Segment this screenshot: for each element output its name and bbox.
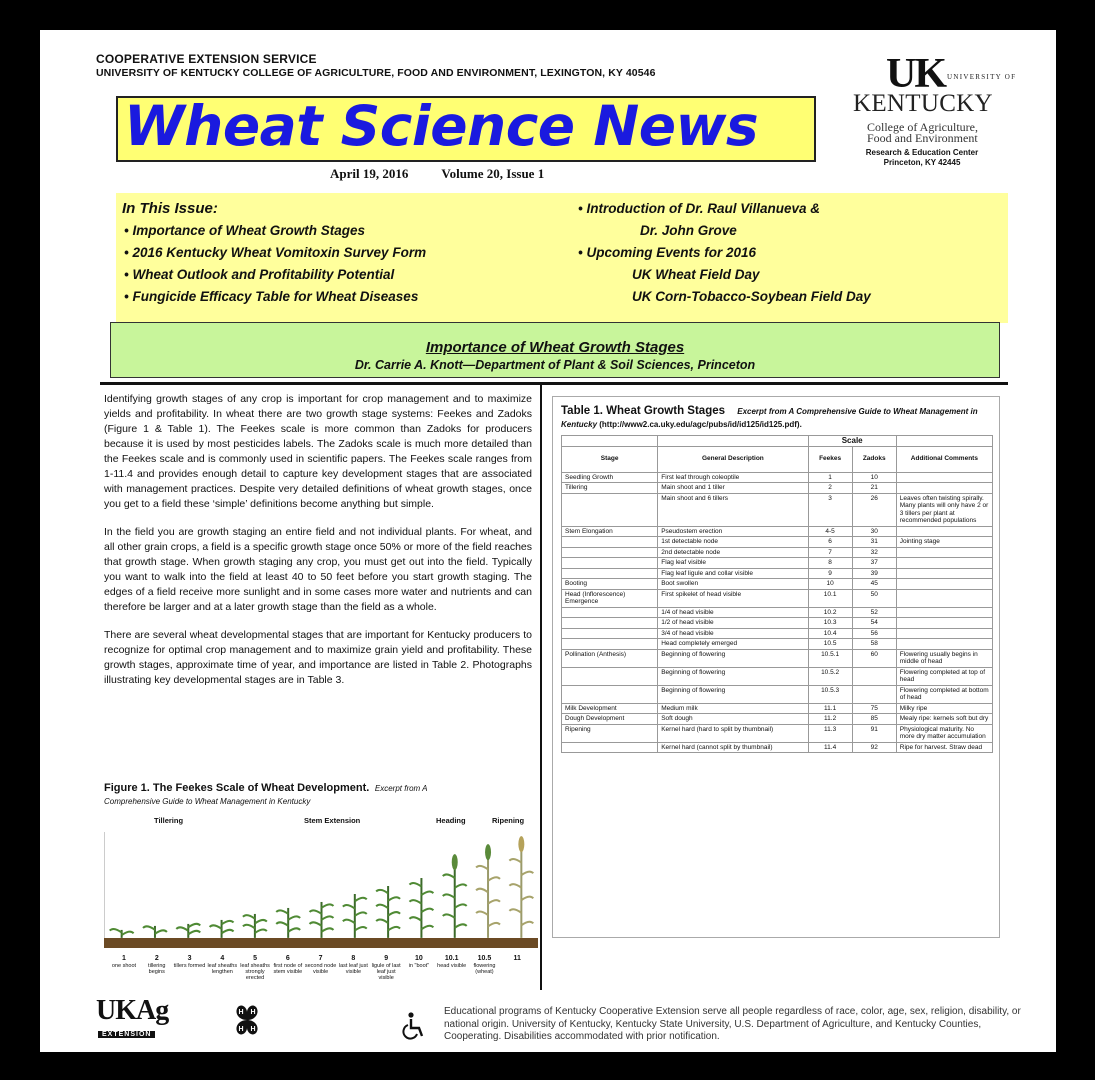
- issue-subitem[interactable]: UK Corn-Tobacco-Soybean Field Day: [632, 289, 871, 304]
- table-cell: 60: [852, 649, 896, 667]
- ukag-logo: UKAg: [96, 995, 169, 1026]
- table-cell: 10.4: [808, 628, 852, 639]
- table-cell: [896, 618, 992, 629]
- col-header: Additional Comments: [896, 446, 992, 472]
- issue-subitem[interactable]: UK Wheat Field Day: [632, 267, 760, 282]
- table-cell: 10.5: [808, 639, 852, 650]
- table-cell: [562, 667, 658, 685]
- table-cell: [896, 607, 992, 618]
- table-cell: [562, 568, 658, 579]
- issue-item[interactable]: • Introduction of Dr. Raul Villanueva &: [578, 201, 821, 216]
- table-cell: 1: [808, 472, 852, 483]
- uk-logo: UK: [886, 51, 945, 97]
- table-row: [562, 628, 993, 639]
- feekes-stage-label: 10.5 flowering (wheat): [473, 955, 496, 975]
- masthead-title: Wheat Science News: [124, 94, 759, 158]
- wheat-plant: [376, 886, 400, 938]
- issue-volume: Volume 20, Issue 1: [441, 166, 545, 181]
- table-cell: Main shoot and 1 tiller: [658, 483, 808, 494]
- stage-group-label: Stem Extension: [304, 816, 361, 825]
- table-row: [562, 618, 993, 629]
- issue-item-cont[interactable]: Dr. John Grove: [640, 223, 737, 238]
- table-1: [552, 396, 1000, 938]
- table-cell: Flowering completed at bottom of head: [896, 685, 992, 703]
- table-cell: [896, 558, 992, 569]
- table-row: [562, 537, 993, 548]
- table-cell: [852, 685, 896, 703]
- in-this-issue-left: [124, 220, 426, 308]
- feekes-stage-label: 11: [513, 955, 521, 962]
- table-row: [562, 724, 993, 742]
- feekes-stage-label: 3 tillers formed: [173, 955, 206, 969]
- wheat-plant: [276, 908, 300, 938]
- table-row: [562, 607, 993, 618]
- wheat-plant: [443, 854, 467, 938]
- table-cell: 10.3: [808, 618, 852, 629]
- table-cell: Kernel hard (cannot split by thumbnail): [658, 742, 808, 753]
- masthead: [116, 96, 816, 162]
- footer-notice: Educational programs of Kentucky Cooperative Extension serve all people regardless of race, color, age, sex, religion, disability, or national origin. University of Kentucky, Kentucky State University, U.S. Department of Agriculture, and Kentucky Counties, Cooperating. Disabilities accommodated with prior notification.: [444, 1006, 1021, 1042]
- feekes-stage-label: 9 ligule of last leaf just visible: [371, 955, 401, 981]
- feekes-stage-label: 5 leaf sheaths strongly erected: [240, 955, 270, 981]
- stage-group-label: Heading: [436, 816, 466, 825]
- table-cell: Pollination (Anthesis): [562, 649, 658, 667]
- table-cell: [896, 547, 992, 558]
- wheat-plant: [143, 926, 167, 938]
- table-cell: [562, 547, 658, 558]
- table-row: [562, 589, 993, 607]
- table-cell: Milky ripe: [896, 703, 992, 714]
- table-row: [562, 579, 993, 590]
- feekes-stage-label: 6 first node of stem visible: [273, 955, 303, 975]
- table-cell: 10: [852, 472, 896, 483]
- table-row: [562, 649, 993, 667]
- feekes-stage-label: 4 leaf sheaths lengthen: [207, 955, 238, 975]
- article-header: [110, 322, 1000, 378]
- table-row: [562, 639, 993, 650]
- wheat-plant: [509, 836, 533, 938]
- feekes-stage-label: 1 one shoot: [111, 955, 137, 969]
- table-cell: Kernel hard (hard to split by thumbnail): [658, 724, 808, 742]
- table-row: [562, 667, 993, 685]
- table-cell: 4-5: [808, 526, 852, 537]
- table-cell: Head completely emerged: [658, 639, 808, 650]
- article-title: Importance of Wheat Growth Stages: [425, 339, 685, 356]
- table-cell: Head (Inflorescence) Emergence: [562, 589, 658, 607]
- table-cell: 11.3: [808, 724, 852, 742]
- paragraph: Identifying growth stages of any crop is important for crop management and to maximize yields and profitability. In wheat there are two growth stage systems: Feekes and Zadoks (Figure 1 & Table 1). The Feekes scale is more common than Zadoks for producers because it is used by most pesticides labels. The Zadoks scale is much more detailed than the Feekes scale and is commonly used in scientific papers. The Feekes scale ranges from 1-11.4 and provides enough detail to capture key development stages that are associated with management practices. Despite very detailed definitions of wheat growth stages, once you get to a field these ‘simple’ definitions become anything but simple.: [104, 393, 532, 510]
- table-cell: 75: [852, 703, 896, 714]
- table-cell: [896, 483, 992, 494]
- table-cell: [562, 537, 658, 548]
- table-row: [562, 568, 993, 579]
- issue-item[interactable]: • Fungicide Efficacy Table for Wheat Diseases: [124, 289, 419, 304]
- table-cell: 50: [852, 589, 896, 607]
- table-cell: First spikelet of head visible: [658, 589, 808, 607]
- table-cell: 3/4 of head visible: [658, 628, 808, 639]
- table-cell: Beginning of flowering: [658, 649, 808, 667]
- col-header: General Description: [658, 446, 808, 472]
- table-cell: Ripe for harvest. Straw dead: [896, 742, 992, 753]
- table-cell: Flag leaf ligule and collar visible: [658, 568, 808, 579]
- 4h-clover-icon: [224, 1000, 270, 1040]
- feekes-illustration: [104, 832, 538, 948]
- figure-caption: Figure 1. The Feekes Scale of Wheat Development. Excerpt from A Comprehensive Guide to Wheat Management in Kentucky: [104, 782, 428, 806]
- table-cell: [562, 742, 658, 753]
- table-cell: Physiological maturity. No more dry matter accumulation: [896, 724, 992, 742]
- table-cell: [562, 618, 658, 629]
- issue-info: [330, 166, 574, 182]
- table-row: [562, 742, 993, 753]
- feekes-stage-label: 10.1 head visible: [437, 955, 467, 969]
- soil-strip: [104, 938, 538, 948]
- feekes-stage-label: 2 tillering begins: [148, 955, 166, 975]
- table-cell: [896, 579, 992, 590]
- table-cell: Beginning of flowering: [658, 685, 808, 703]
- table-row: [562, 685, 993, 703]
- table-cell: Leaves often twisting spirally. Many plants will only have 2 or 3 tillers per plant at recommended populations: [896, 493, 992, 526]
- table-cell: Boot swollen: [658, 579, 808, 590]
- uk-logo-kentucky: KENTUCKY: [853, 90, 993, 117]
- table-cell: [896, 568, 992, 579]
- table-cell: Flag leaf visible: [658, 558, 808, 569]
- table-cell: 10.1: [808, 589, 852, 607]
- table-cell: 91: [852, 724, 896, 742]
- table-cell: 31: [852, 537, 896, 548]
- in-this-issue-right: [578, 198, 871, 308]
- wheat-plant: [210, 920, 234, 938]
- svg-text:H: H: [250, 1026, 256, 1033]
- table-cell: 21: [852, 483, 896, 494]
- table-cell: 7: [808, 547, 852, 558]
- newsletter-page: [40, 30, 1056, 1052]
- table-cell: [896, 526, 992, 537]
- paragraph: In the field you are growth staging an entire field and not individual plants. For wheat, and all other grain crops, a field is a specific growth stage once 50% or more of the field reaches that growth stage. When growth staging any crop, you must get out into the field. Typically you want to walk into the field at least 40 to 50 feet before you start growth staging. The edges of a field receive more sunlight and in some cases more water and nutrients and can therefore be larger and at a later growth stage than the field as a whole.: [104, 526, 532, 613]
- table-cell: 10.5.1: [808, 649, 852, 667]
- svg-text:H: H: [238, 1009, 244, 1016]
- table-cell: 52: [852, 607, 896, 618]
- table-cell: 85: [852, 714, 896, 725]
- feekes-stage-label: 7 second node visible: [304, 955, 337, 975]
- table-cell: Pseudostem erection: [658, 526, 808, 537]
- ukag-extension-label: EXTENSION: [98, 1031, 155, 1038]
- table-cell: [562, 685, 658, 703]
- wheat-plant: [409, 878, 433, 938]
- feekes-stage-label: 10 in "boot": [408, 955, 430, 969]
- horizontal-rule: [100, 382, 1008, 385]
- table-cell: 1st detectable node: [658, 537, 808, 548]
- svg-text:H: H: [250, 1009, 256, 1016]
- table-row: [562, 493, 993, 526]
- table-cell: 37: [852, 558, 896, 569]
- wheat-plant: [243, 914, 267, 938]
- feekes-stage-label: 8 last leaf just visible: [338, 955, 368, 975]
- wheat-plant: [343, 894, 367, 938]
- org-subtitle: UNIVERSITY OF KENTUCKY COLLEGE OF AGRICULTURE, FOOD AND ENVIRONMENT, LEXINGTON, KY 40546: [96, 67, 656, 79]
- table-cell: 1/2 of head visible: [658, 618, 808, 629]
- table-cell: 11.2: [808, 714, 852, 725]
- issue-item[interactable]: • Importance of Wheat Growth Stages: [124, 223, 366, 238]
- table-cell: 11.4: [808, 742, 852, 753]
- issue-item[interactable]: • 2016 Kentucky Wheat Vomitoxin Survey Form: [124, 245, 427, 260]
- table-cell: 8: [808, 558, 852, 569]
- table-cell: 30: [852, 526, 896, 537]
- table-cell: [562, 558, 658, 569]
- stage-group-label: Ripening: [492, 816, 525, 825]
- table-cell: First leaf through coleoptile: [658, 472, 808, 483]
- table-row: [562, 547, 993, 558]
- table-cell: Dough Development: [562, 714, 658, 725]
- table-cell: 54: [852, 618, 896, 629]
- table-cell: Flowering completed at top of head: [896, 667, 992, 685]
- table-row: [562, 526, 993, 537]
- table-cell: 92: [852, 742, 896, 753]
- col-header: Feekes: [808, 446, 852, 472]
- table-cell: 1/4 of head visible: [658, 607, 808, 618]
- table-cell: Mealy ripe: kernels soft but dry: [896, 714, 992, 725]
- table-row: [562, 558, 993, 569]
- wheat-plant: [110, 929, 134, 938]
- table-cell: 2nd detectable node: [658, 547, 808, 558]
- uk-logo-university: UNIVERSITY OF: [947, 73, 1017, 81]
- research-center: Research & Education Center Princeton, KY 42445: [865, 148, 979, 167]
- table-cell: 56: [852, 628, 896, 639]
- wheat-plant: [310, 902, 334, 938]
- org-title: COOPERATIVE EXTENSION SERVICE: [96, 52, 317, 66]
- stage-group-label: Tillering: [154, 816, 184, 825]
- table-cell: 26: [852, 493, 896, 526]
- table-cell: Milk Development: [562, 703, 658, 714]
- article-body: [104, 392, 532, 701]
- col-header: Zadoks: [852, 446, 896, 472]
- table-cell: Soft dough: [658, 714, 808, 725]
- issue-date: April 19, 2016: [330, 166, 409, 181]
- table-cell: [896, 628, 992, 639]
- table-cell: [562, 639, 658, 650]
- table-cell: 3: [808, 493, 852, 526]
- accessibility-icon: [402, 1012, 426, 1040]
- issue-item[interactable]: • Upcoming Events for 2016: [578, 245, 757, 260]
- table-cell: 9: [808, 568, 852, 579]
- table-cell: 39: [852, 568, 896, 579]
- table-cell: Seedling Growth: [562, 472, 658, 483]
- table-cell: [562, 607, 658, 618]
- article-author: Dr. Carrie A. Knott—Department of Plant & Soil Sciences, Princeton: [354, 358, 756, 372]
- table-cell: [852, 667, 896, 685]
- table-cell: 11.1: [808, 703, 852, 714]
- in-this-issue-box: [116, 193, 1008, 323]
- table-cell: Stem Elongation: [562, 526, 658, 537]
- table-cell: Ripening: [562, 724, 658, 742]
- uk-logo-college: College of Agriculture, Food and Environment: [867, 120, 978, 145]
- in-this-issue-heading: In This Issue:: [122, 200, 218, 217]
- table-cell: 10.5.2: [808, 667, 852, 685]
- table-cell: 10: [808, 579, 852, 590]
- wheat-plant: [176, 924, 200, 938]
- table-cell: Beginning of flowering: [658, 667, 808, 685]
- table-cell: Jointing stage: [896, 537, 992, 548]
- wheat-plant: [476, 844, 500, 938]
- col-header: Stage: [562, 446, 658, 472]
- table-cell: 45: [852, 579, 896, 590]
- table-cell: [562, 493, 658, 526]
- table-cell: 32: [852, 547, 896, 558]
- table-cell: Tillering: [562, 483, 658, 494]
- table-cell: 10.5.3: [808, 685, 852, 703]
- table-cell: [896, 639, 992, 650]
- table-cell: [896, 589, 992, 607]
- table-row: [562, 483, 993, 494]
- feekes-stage-labels: [104, 956, 538, 996]
- table-row: [562, 703, 993, 714]
- table-cell: 58: [852, 639, 896, 650]
- table-cell: 2: [808, 483, 852, 494]
- scale-header: Scale: [808, 436, 896, 447]
- table-cell: Flowering usually begins in middle of head: [896, 649, 992, 667]
- table-cell: Medium milk: [658, 703, 808, 714]
- table-cell: Main shoot and 6 tillers: [658, 493, 808, 526]
- table-row: [562, 472, 993, 483]
- growth-stage-table: [561, 435, 993, 753]
- table-cell: [896, 472, 992, 483]
- table-cell: 10.2: [808, 607, 852, 618]
- table-cell: 6: [808, 537, 852, 548]
- issue-item[interactable]: • Wheat Outlook and Profitability Potential: [124, 267, 395, 282]
- table-row: [562, 714, 993, 725]
- table-cell: [562, 628, 658, 639]
- svg-text:H: H: [238, 1026, 244, 1033]
- table-caption: Table 1. Wheat Growth Stages Excerpt from A Comprehensive Guide to Wheat Management in Kentucky (http://www2.ca.uky.edu/agc/pubs/id/id125/id125.pdf).: [561, 405, 978, 429]
- table-cell: Booting: [562, 579, 658, 590]
- column-divider: [540, 385, 542, 990]
- paragraph: There are several wheat developmental stages that are important for Kentucky producers to recognize for optimal crop management and to maximize grain yield and profitability. These growth stages, approximate time of year, and importance are listed in Table 2. Photographs illustrating key developmental stages are in Table 3.: [104, 629, 532, 686]
